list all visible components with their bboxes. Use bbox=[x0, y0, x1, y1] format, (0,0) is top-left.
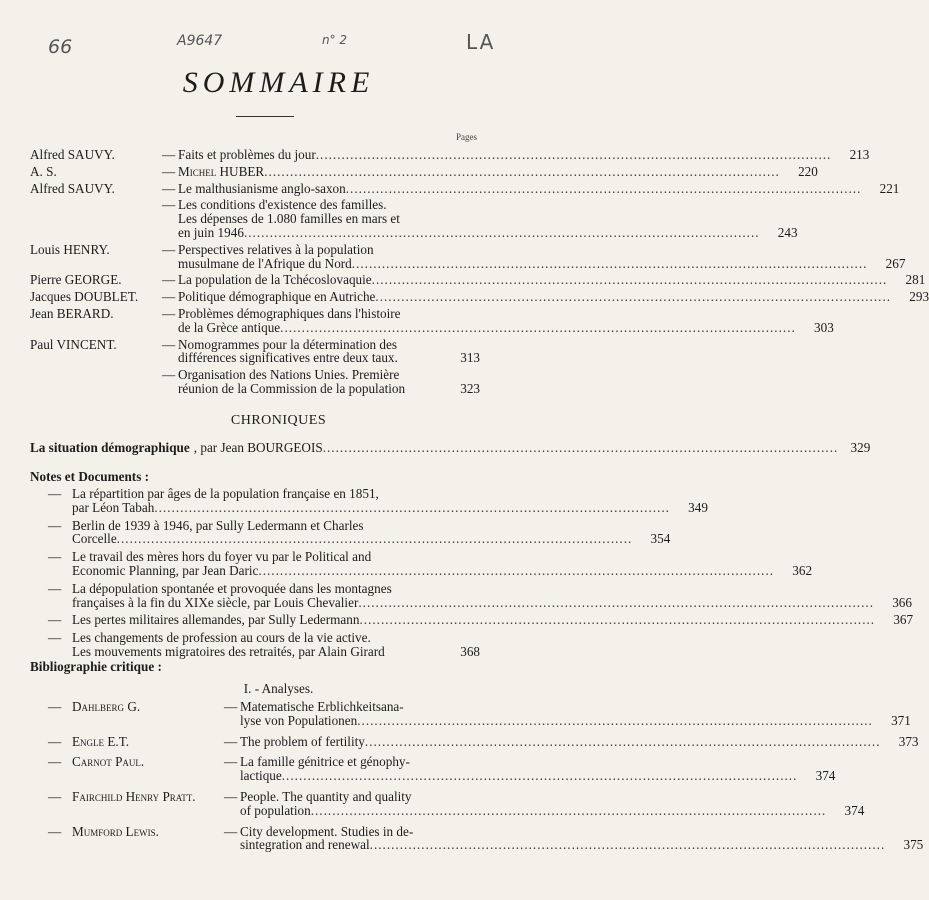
situation-label: La situation démographique bbox=[30, 440, 190, 455]
note-entry[interactable]: — La dépopulation spontanée et provoquée dans les montagnes françaises à la fin du XIXe siècle, par Louis Chevalier ..... 366 bbox=[48, 582, 480, 610]
entry-page: 213 bbox=[849, 147, 870, 162]
bibliography-line: People. The quantity and quality bbox=[240, 788, 412, 804]
entry-title-line: Perspectives relatives à la population bbox=[178, 241, 374, 257]
toc-entry[interactable]: Jacques DOUBLET. — Politique démographique en Autriche ..... 293 bbox=[30, 290, 480, 304]
note-line: françaises à la fin du XIXe siècle, par Louis Chevalier bbox=[72, 594, 359, 610]
bibliography-line: of population bbox=[240, 802, 311, 818]
entry-page: 303 bbox=[814, 319, 834, 335]
entry-author: Paul VINCENT. bbox=[30, 336, 117, 352]
entry-author: Louis HENRY. bbox=[30, 241, 110, 257]
entry-author: Alfred SAUVY. bbox=[30, 147, 115, 162]
entry-page: 243 bbox=[777, 224, 798, 240]
entry-author: Alfred SAUVY. bbox=[30, 180, 115, 196]
bibliography-line: City development. Studies in de- bbox=[240, 823, 414, 839]
bibliography-page: 371 bbox=[891, 712, 911, 728]
note-entry[interactable]: — La répartition par âges de la population française en 1851, par Léon Tabah ..... 349 bbox=[48, 487, 480, 515]
bibliography-page: 375 bbox=[903, 837, 924, 853]
entry-title-line: de la Grèce antique bbox=[178, 319, 281, 335]
toc-entry[interactable]: Alfred SAUVY. — Faits et problèmes du jour ..... 213 bbox=[30, 148, 480, 162]
title-divider bbox=[236, 116, 294, 117]
note-line: Berlin de 1939 à 1946, par Sully Ledermann et Charles bbox=[72, 517, 364, 533]
entry-title-line: Les conditions d'existence des familles. bbox=[178, 197, 387, 213]
bibliography-list bbox=[48, 699, 924, 859]
bibliography-author: Fairchild Henry Pratt. bbox=[72, 788, 196, 804]
entry-page: 313 bbox=[460, 350, 480, 366]
entry-title-line: en juin 1946 bbox=[178, 224, 244, 240]
bibliography-author: Engle E.T. bbox=[72, 733, 130, 749]
note-page: 368 bbox=[460, 643, 480, 659]
note-line: Les pertes militaires allemandes, par Sully Ledermann bbox=[72, 612, 360, 628]
note-line: La répartition par âges de la population française en 1851, bbox=[72, 486, 379, 501]
toc-entry[interactable]: A. S. — Michel HUBER ..... 220 bbox=[30, 165, 480, 179]
notes-heading: Notes et Documents : bbox=[30, 469, 150, 484]
entry-author: Jacques DOUBLET. bbox=[30, 289, 139, 305]
entry-page: 267 bbox=[885, 255, 906, 271]
bibliography-author: Mumford Lewis. bbox=[72, 823, 159, 839]
situation-page: 329 bbox=[850, 440, 871, 455]
notes-list bbox=[48, 486, 914, 663]
toc-entry[interactable]: Louis HENRY. — Perspectives relatives à la population musulmane de l'Afrique du Nord ..... 267 bbox=[30, 243, 480, 271]
bibliography-author: Carnot Paul. bbox=[72, 754, 145, 770]
note-page: 362 bbox=[792, 562, 813, 578]
entry-author: Pierre GEORGE. bbox=[30, 272, 122, 288]
bibliography-line: sintegration and renewal bbox=[240, 837, 370, 853]
note-line: Le travail des mères hors du foyer vu par le Political and bbox=[72, 549, 372, 565]
bibliography-author: Dahlberg G. bbox=[72, 699, 141, 714]
entry-title-line: Les dépenses de 1.080 familles en mars et bbox=[178, 211, 400, 227]
note-entry[interactable]: — Le travail des mères hors du foyer vu par le Political and Economic Planning, par Jean Daric ..... 362 bbox=[48, 550, 480, 578]
toc-entry[interactable]: — Organisation des Nations Unies. Première réunion de la Commission de la population 323 bbox=[162, 367, 480, 396]
page-title: SOMMAIRE bbox=[182, 66, 375, 99]
entry-title-line: musulmane de l'Afrique du Nord bbox=[178, 255, 352, 271]
entry-page: 323 bbox=[460, 380, 480, 396]
entry-title: Politique démographique en Autriche bbox=[178, 289, 376, 305]
bibliography-entry[interactable]: — Engle E.T. — The problem of fertility ..... 373 bbox=[48, 735, 480, 749]
toc-entry[interactable]: Paul VINCENT. — Nomogrammes pour la détermination des différences significatives entre deux taux. 313 bbox=[30, 336, 480, 366]
entry-title-line: Problèmes démographiques dans l'histoire bbox=[178, 305, 401, 321]
bibliography-page: 373 bbox=[898, 733, 919, 749]
entry-page: 281 bbox=[905, 272, 926, 288]
situation-author: , par Jean BOURGEOIS bbox=[193, 440, 323, 455]
entry-author: A. S. bbox=[30, 163, 57, 179]
pages-column-header: Pages bbox=[456, 132, 477, 142]
entry-page: 221 bbox=[879, 180, 900, 196]
note-line: Economic Planning, par Jean Daric bbox=[72, 562, 259, 578]
bibliography-line: lactique bbox=[240, 768, 282, 784]
entry-page: 293 bbox=[909, 289, 929, 305]
note-entry[interactable]: — Berlin de 1939 à 1946, par Sully Ledermann et Charles Corcelle ..... 354 bbox=[48, 519, 480, 547]
note-entry[interactable]: — Les changements de profession au cours de la vie active. Les mouvements migratoires des retraités, par Alain Girard 368 bbox=[48, 630, 480, 659]
note-line: Les mouvements migratoires des retraités, par Alain Girard bbox=[72, 643, 385, 659]
note-line: par Léon Tabah bbox=[72, 499, 155, 515]
entry-title: Michel HUBER bbox=[178, 163, 265, 179]
entry-title-line: Nomogrammes pour la détermination des bbox=[178, 336, 398, 352]
entry-author: Jean BERARD. bbox=[30, 305, 114, 321]
note-entry[interactable]: — Les pertes militaires allemandes, par Sully Ledermann ..... 367 bbox=[48, 613, 480, 627]
note-page: 367 bbox=[893, 612, 914, 628]
toc-entry[interactable]: Pierre GEORGE. — La population de la Tchécoslovaquie ..... 281 bbox=[30, 273, 480, 287]
handwritten-page-number: 66 bbox=[48, 36, 73, 58]
bibliography-line: lyse von Populationen bbox=[240, 712, 358, 728]
entry-title-line: réunion de la Commission de la population bbox=[178, 380, 406, 396]
entry-title: Faits et problèmes du jour bbox=[178, 147, 316, 162]
bibliography-line: Matematische Erblichkeitsana- bbox=[240, 699, 404, 714]
bibliography-entry[interactable]: — Dahlberg G. — Matematische Erblichkeitsana- lyse von Populationen ..... 371 bbox=[48, 700, 480, 728]
entry-title: Le malthusianisme anglo-saxon bbox=[178, 180, 346, 196]
handwritten-mark-a: A9647 bbox=[177, 33, 223, 49]
note-page: 354 bbox=[650, 531, 671, 547]
bibliography-entry[interactable]: — Carnot Paul. — La famille génitrice et génophy- lactique ..... 374 bbox=[48, 755, 480, 783]
toc-entry[interactable]: Alfred SAUVY. — Le malthusianisme anglo-saxon ..... 221 bbox=[30, 182, 480, 196]
bibliography-line: La famille génitrice et génophy- bbox=[240, 754, 410, 770]
bibliography-page: 374 bbox=[844, 802, 865, 818]
note-page: 349 bbox=[688, 499, 708, 515]
analyses-subheading: I. - Analyses. bbox=[243, 681, 314, 696]
bibliography-line: The problem of fertility bbox=[240, 733, 365, 749]
chroniques-heading: CHRONIQUES bbox=[230, 413, 327, 428]
main-contents-list bbox=[30, 147, 929, 399]
handwritten-mark-b: n° 2 bbox=[322, 33, 348, 47]
note-line: Les changements de profession au cours de la vie active. bbox=[72, 630, 371, 646]
note-line: Corcelle bbox=[72, 531, 117, 547]
entry-title: La population de la Tchécoslovaquie bbox=[178, 272, 372, 288]
bibliography-heading: Bibliographie critique : bbox=[30, 659, 162, 674]
bibliography-entry[interactable]: — Mumford Lewis. — City development. Studies in de- sintegration and renewal ..... 375 bbox=[48, 825, 480, 853]
situation-entry[interactable] bbox=[30, 440, 871, 456]
note-page: 366 bbox=[892, 594, 912, 610]
toc-entry[interactable]: — Les conditions d'existence des familles. Les dépenses de 1.080 familles en mars et en juin 1946 ..... 243 bbox=[30, 198, 480, 239]
handwritten-mark-c: LA bbox=[466, 30, 496, 54]
toc-entry[interactable]: Jean BERARD. — Problèmes démographiques dans l'histoire de la Grèce antique ..... 303 bbox=[30, 307, 480, 335]
entry-title-line: Organisation des Nations Unies. Première bbox=[178, 367, 400, 383]
entry-page: 220 bbox=[798, 163, 818, 179]
entry-title-line: différences significatives entre deux taux. bbox=[178, 350, 398, 366]
bibliography-entry[interactable]: — Fairchild Henry Pratt. — People. The quantity and quality of population ..... 374 bbox=[48, 790, 480, 818]
note-line: La dépopulation spontanée et provoquée dans les montagnes bbox=[72, 580, 392, 596]
bibliography-page: 374 bbox=[815, 768, 836, 784]
